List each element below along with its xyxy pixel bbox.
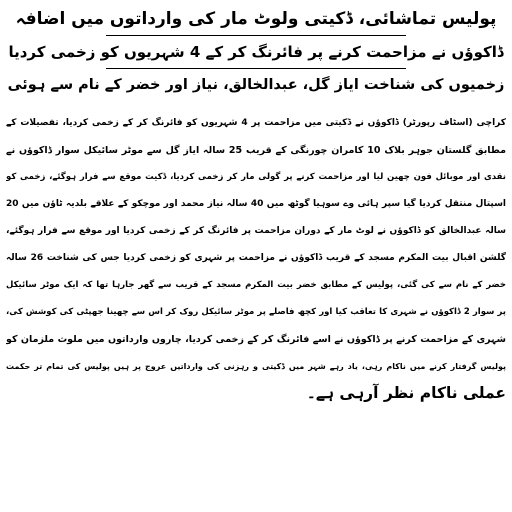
article-line: خضر کے نام سے کی گئی، پولیس کے مطابق خضر بیت المکرم مسجد کے قریب سے گھر جارہا تھا کہ ایک موٹر سائیکل: [6, 280, 506, 290]
article-body: [6, 110, 506, 407]
article-line: نقدی اور موبائل فون چھین لیا اور مزاحمت کرنے پر گولی مار کر زخمی کردیا، ڈکیت موقع سے فرار ہوگئے، زخمی کو: [6, 172, 506, 182]
headline-sub-1: ڈاکوؤں نے مزاحمت کرنے پر فائرنگ کر کے 4 شہریوں کو زخمی کردیا: [8, 43, 504, 61]
article-line: پولیس گرفتار کرنے میں ناکام رہی، یاد رہے شہر میں ڈکیتی و رہزنی کی وارداتیں عروج پر ہیں پولیس کی تمام تر حکمت: [6, 362, 506, 371]
article-line: گلشن اقبال بیت المکرم مسجد کے قریب ڈاکوؤں نے مزاحمت پر شہری کو زخمی کردیا جس کی شناخت 26 سالہ: [6, 253, 506, 263]
article-line: مطابق گلستان جوہر بلاک 10 کامران چورنگی کے قریب 25 سالہ ایاز گل سے موٹر سائیکل سوار ڈاکوؤں نے: [6, 145, 506, 156]
article-line: عملی ناکام نظر آرہی ہے۔: [306, 384, 506, 402]
article-line: سالہ عبدالخالق کو ڈاکوؤں نے لوٹ مار کے دوران مزاحمت پر فائرنگ کر کے زخمی کردیا اور موقع سے فرار ہوگئے،: [6, 226, 506, 236]
article-line: شہری کے مزاحمت کرنے پر ڈاکوؤں نے اسے فائرنگ کر کے زخمی کردیا، چاروں وارداتوں میں ملوث ملزمان کو: [6, 334, 506, 345]
article-line: اسپتال منتقل کردیا گیا سپر ہائی وے سوہیا گوٹھ میں 40 سالہ نیاز محمد اور موچکو کے علاقے بلدیہ ٹاؤن میں 20: [6, 199, 506, 209]
article-line: پر سوار 2 ڈاکوؤں نے شہری کا تعاقب کیا اور کچھ فاصلے پر موٹر سائیکل روک کر اس سے چھینا جھپٹی کی کوشش کی،: [6, 307, 506, 317]
headline-divider: [106, 68, 406, 69]
headline-divider: [106, 35, 406, 36]
article-line: کراچی (اسٹاف رپورٹر) ڈاکوؤں نے ڈکیتی میں مزاحمت پر 4 شہریوں کو فائرنگ کر کے زخمی کردیا، تفصیلات کے: [6, 118, 506, 128]
headline-main: پولیس تماشائی، ڈکیتی ولوٹ مار کی وارداتوں میں اضافہ: [15, 9, 497, 29]
headline-sub-2: زخمیوں کی شناخت ایاز گل، عبدالخالق، نیاز اور خضر کے نام سے ہوئی: [7, 77, 505, 93]
